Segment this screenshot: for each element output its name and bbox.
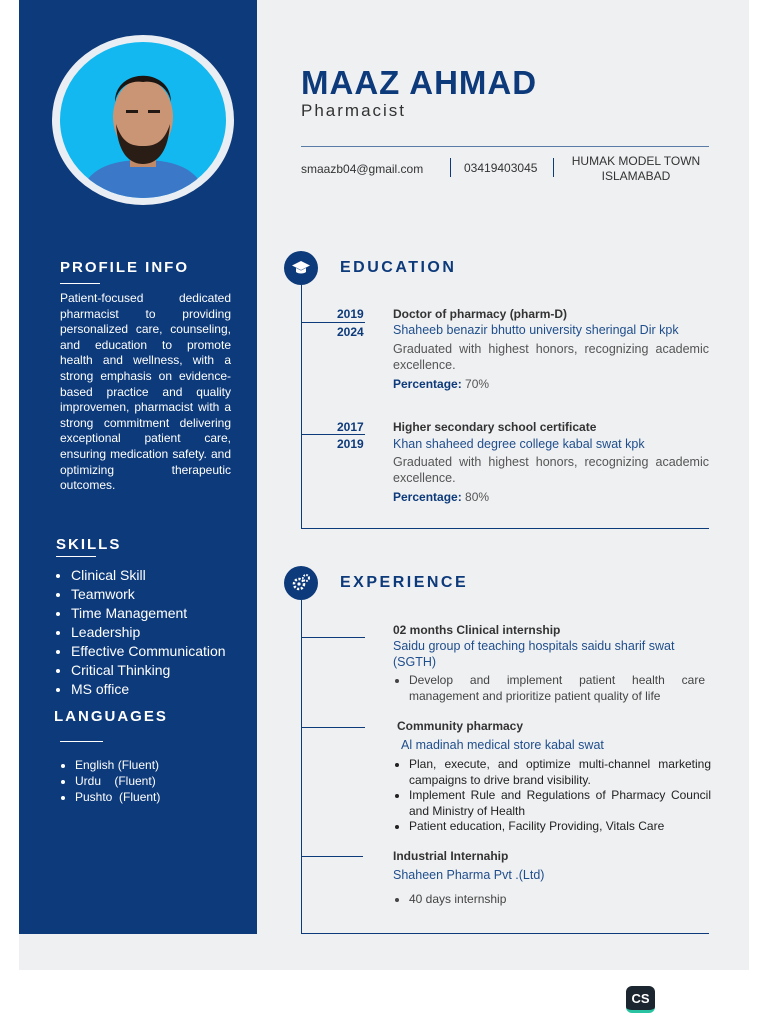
skills-divider (56, 556, 96, 557)
edu-school: Khan shaheed degree college kabal swat kpk (393, 437, 645, 451)
languages-list (60, 757, 160, 805)
edu-year-end: 2019 (337, 437, 364, 451)
address-text (566, 154, 706, 184)
skill-item: • Critical Thinking (71, 661, 226, 680)
profile-divider (60, 283, 100, 284)
education-bottom-rule (301, 528, 709, 529)
skill-item: • Clinical Skill (71, 566, 226, 585)
edu-degree: Higher secondary school certificate (393, 420, 597, 434)
exp-role: Industrial Internahip (393, 849, 509, 863)
exp-organization: Saidu group of teaching hospitals saidu sharif swat (SGTH) (393, 639, 675, 669)
timeline-tick (301, 434, 365, 435)
skills-list (55, 566, 226, 699)
candidate-role: Pharmacist (301, 101, 407, 120)
graduation-cap-icon (284, 251, 318, 285)
edu-percentage (393, 490, 489, 504)
timeline-tick (301, 727, 365, 728)
exp-bullet: • Patient education, Facility Providing, Vitals Care (409, 819, 711, 835)
exp-bullets (393, 892, 705, 908)
phone-text: 03419403045 (464, 161, 538, 175)
edu-year-start: 2019 (337, 307, 364, 321)
edu-school: Shaheeb benazir bhutto university sheringal Dir kpk (393, 323, 679, 337)
experience-bottom-rule (301, 933, 709, 934)
candidate-name: MAAZ AHMAD (301, 64, 538, 101)
header-divider (301, 146, 709, 147)
contact-separator (553, 158, 554, 177)
profile-info-heading: PROFILE INFO (60, 259, 189, 276)
edu-description: Graduated with highest honors, recognizing academic excellence. (393, 342, 709, 372)
exp-role: 02 months Clinical internship (393, 623, 561, 637)
person-portrait-icon (60, 42, 226, 198)
languages-divider (60, 741, 103, 742)
exp-bullet: • Develop and implement patient health care management and prioritize patient quality of life (409, 673, 705, 704)
address-line-1: HUMAK MODEL TOWN (571, 154, 701, 168)
exp-bullets (393, 673, 705, 704)
skill-item: • Teamwork (71, 585, 226, 604)
percentage-label: Percentage: (393, 490, 462, 504)
exp-bullet: • Plan, execute, and optimize multi-channel marketing campaigns to drive brand visibility. (409, 757, 711, 788)
camscanner-logo: CS (626, 986, 655, 1013)
profile-photo (60, 42, 226, 198)
exp-organization: Al madinah medical store kabal swat (401, 738, 604, 752)
percentage-value: 80% (461, 490, 490, 504)
sidebar (19, 0, 257, 934)
exp-bullets (393, 757, 711, 835)
experience-heading: EXPERIENCE (340, 574, 469, 591)
edu-degree: Doctor of pharmacy (pharm-D) (393, 307, 568, 321)
percentage-value: 70% (461, 377, 490, 391)
exp-role: Community pharmacy (397, 719, 524, 733)
percentage-label: Percentage: (393, 377, 462, 391)
edu-year-start: 2017 (337, 420, 364, 434)
experience-timeline (301, 600, 302, 934)
skill-item: • Effective Communication (71, 642, 226, 661)
email-text: smaazb04@gmail.com (301, 162, 424, 176)
edu-year-end: 2024 (337, 325, 364, 339)
language-item: • English (Fluent) (75, 757, 160, 773)
timeline-tick (301, 637, 365, 638)
profile-summary: Patient-focused dedicated pharmacist to providing personalized care, counseling, and education to promote health and wellness, with a strong emphasis on evidence-based practice and quality improvemen, pharmacist with a strong commitment delivering exceptional patient care, ensuring medication safety. and optimizing therapeutic outcomes. (60, 291, 231, 493)
exp-organization: Shaheen Pharma Pvt .(Ltd) (393, 868, 545, 882)
skill-item: • Time Management (71, 604, 226, 623)
edu-description: Graduated with highest honors, recognizing academic excellence. (393, 455, 709, 485)
address-line-2: ISLAMABAD (601, 169, 671, 183)
profile-photo-frame (52, 35, 234, 205)
skill-item: • Leadership (71, 623, 226, 642)
skills-heading: SKILLS (56, 536, 122, 553)
languages-heading: LANGUAGES (54, 708, 168, 725)
language-item: • Urdu (Fluent) (75, 773, 160, 789)
language-item: • Pushto (Fluent) (75, 789, 160, 805)
education-heading: EDUCATION (340, 259, 457, 276)
timeline-tick (301, 322, 365, 323)
gears-icon (284, 566, 318, 600)
contact-separator (450, 158, 451, 177)
skill-item: • MS office (71, 680, 226, 699)
exp-bullet: • Implement Rule and Regulations of Pharmacy Council and Ministry of Health (409, 788, 711, 819)
exp-bullet: • 40 days internship (409, 892, 705, 908)
edu-percentage (393, 377, 489, 391)
timeline-tick (301, 856, 363, 857)
